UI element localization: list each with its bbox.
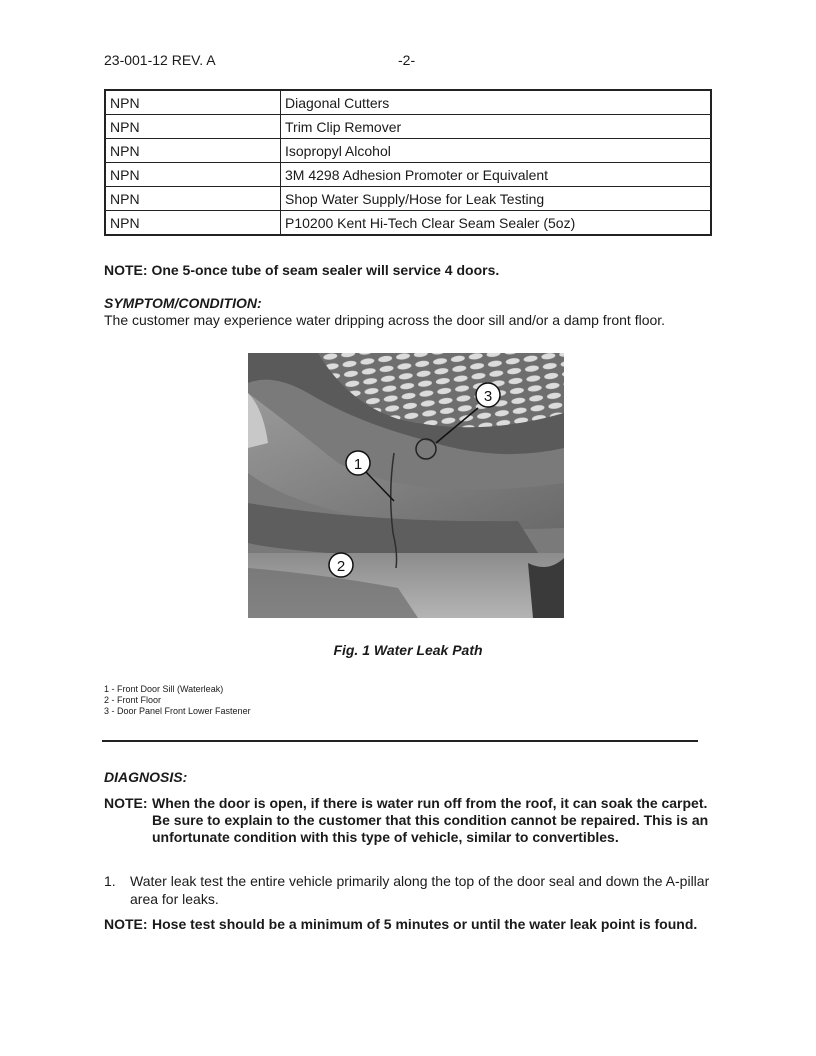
note-label: NOTE: [104,916,148,932]
symptom-text: The customer may experience water dripping across the door sill and/or a damp front floor. [104,312,666,328]
note-label: NOTE: [104,795,148,811]
svg-text:1: 1 [353,456,363,473]
svg-text:2: 2 [336,558,346,575]
description-cell: P10200 Kent Hi-Tech Clear Seam Sealer (5oz) [281,211,712,236]
tools-table [104,89,712,236]
symptom-heading: SYMPTOM/CONDITION: [104,295,262,311]
diagnosis-heading: DIAGNOSIS: [104,769,188,785]
part-number-cell: NPN [105,187,281,211]
page-number: -2- [398,52,416,68]
callout-2 [329,553,353,577]
table-row [105,187,711,211]
step-text: Water leak test the entire vehicle primarily along the top of the door seal and down the A-pillar area for leaks. [130,873,710,907]
description-cell: Shop Water Supply/Hose for Leak Testing [281,187,712,211]
description-cell: Isopropyl Alcohol [281,139,712,163]
description-cell: 3M 4298 Adhesion Promoter or Equivalent [281,163,712,187]
callout-3 [476,383,500,407]
section-divider [102,740,698,742]
legend-item: 3 - Door Panel Front Lower Fastener [104,706,251,716]
diagnosis-note-2 [104,916,714,933]
description-cell: Diagonal Cutters [281,90,712,115]
part-number-cell: NPN [105,115,281,139]
table-row [105,139,711,163]
table-row [105,163,711,187]
figure-legend [104,684,251,717]
step-number: 1. [104,873,116,889]
legend-item: 2 - Front Floor [104,695,162,705]
note-body: Hose test should be a minimum of 5 minutes or until the water leak point is found. [152,916,698,932]
description-cell: Trim Clip Remover [281,115,712,139]
note-body: When the door is open, if there is water run off from the roof, it can soak the carpet. Be sure to explain to the customer that this condition cannot be repaired. This is an unfortunate condition with this type of vehicle, similar to convertibles. [152,795,709,845]
diagnosis-step-1 [104,872,714,908]
table-row [105,90,711,115]
svg-text:3: 3 [483,388,493,405]
part-number-cell: NPN [105,90,281,115]
callout-1 [346,451,370,475]
part-number-cell: NPN [105,211,281,236]
diagnosis-note-1 [104,795,714,846]
water-leak-photo [248,353,564,618]
part-number-cell: NPN [105,139,281,163]
seam-sealer-note: NOTE: One 5-once tube of seam sealer will service 4 doors. [104,262,500,278]
legend-item: 1 - Front Door Sill (Waterleak) [104,684,224,694]
part-number-cell: NPN [105,163,281,187]
figure-caption: Fig. 1 Water Leak Path [333,642,483,658]
table-row [105,211,711,236]
table-row [105,115,711,139]
document-number: 23-001-12 REV. A [104,52,216,68]
